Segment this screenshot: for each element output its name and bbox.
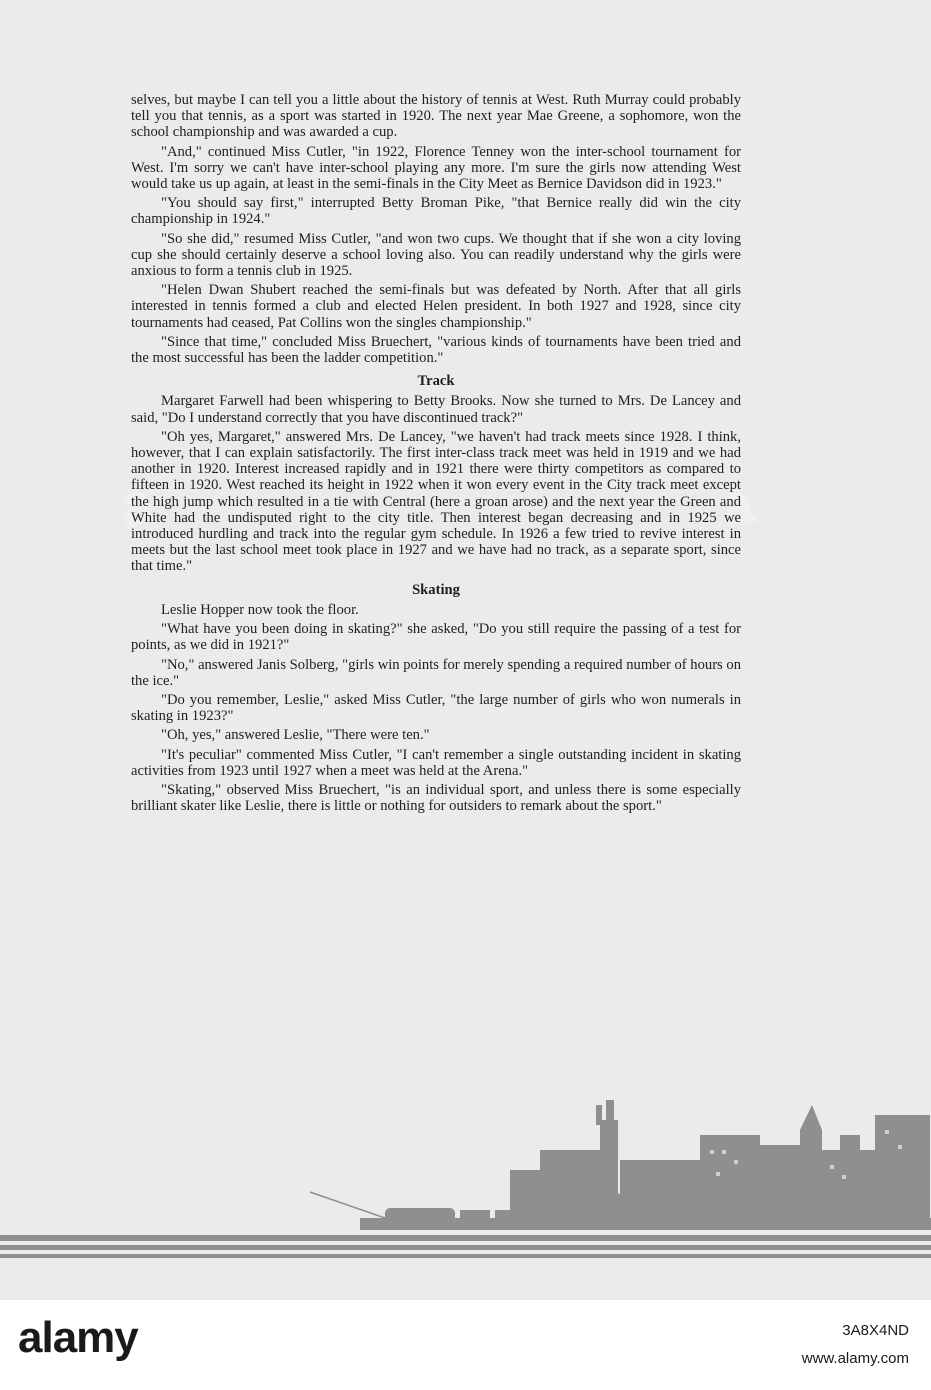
paragraph: Margaret Farwell had been whispering to Betty Brooks. Now she turned to Mrs. De Lancey and said, "Do I understand correctly that you have discontinued track?" <box>131 393 741 426</box>
paragraph: "Helen Dwan Shubert reached the semi-finals but was defeated by North. After that all girls interested in tennis formed a club and elected Helen president. In both 1927 and 1928, since city tournaments had ceased, Pat Collins won the singles championship." <box>131 282 741 331</box>
building-icon <box>820 1150 880 1225</box>
skyline-illustration-icon <box>0 1090 931 1300</box>
train-icon <box>385 1208 455 1222</box>
paragraph: "Do you remember, Leslie," asked Miss Cutler, "the large number of girls who won numerals in skating in 1923?" <box>131 691 741 725</box>
paragraph: "So she did," resumed Miss Cutler, "and won two cups. We thought that if she won a city loving cup she should certainly deserve a school loving also. You can readily understand why the girls were anxious to form a tennis club in 1925. <box>131 230 741 280</box>
paragraph: "No," answered Janis Solberg, "girls win points for merely spending a required number of hours on the ice." <box>131 656 741 689</box>
site-url: www.alamy.com <box>801 1350 909 1367</box>
section-heading-track: Track <box>417 373 455 390</box>
rule-stripe <box>0 1254 931 1258</box>
paragraph: selves, but maybe I can tell you a little about the history of tennis at West. Ruth Murray could probably tell you that tennis, as a sport was started in 1920. The next year Mae Greene, a sophomore, won the school championship and was awarded a cup. <box>131 92 741 141</box>
rule-stripe <box>0 1235 931 1241</box>
article-body <box>131 92 741 817</box>
tower-icon <box>800 1105 822 1225</box>
paragraph: "Oh yes, Margaret," answered Mrs. De Lancey, "we haven't had track meets since 1928. I think, however, that I can explain satisfactorily. The first inter-class track meet was held in 1919 and we had another in 1920. Interest increased rapidly and in 1921 there were thirty competitors as compared to fifteen in 1920. West reached its height in 1922 when it won every event in the City track meet except the high jump which resulted in a tie with Central (here a groan arose) and the next year the Green and White had the undisputed right to the city title. Then interest began decreasing and in 1925 we introduced hurdling and track into the regular gym schedule. In 1926 a few tried to revive interest in meets but the last school meet took place in 1927 and we have had no track, as a separate sport, since that time." <box>131 428 741 575</box>
watermark-footer <box>0 1300 931 1390</box>
paragraph: "Since that time," concluded Miss Bruechert, "various kinds of tournaments have been tried and the most successful has been the ladder competition." <box>131 333 741 367</box>
paragraph: "What have you been doing in skating?" she asked, "Do you still require the passing of a test for points, as we did in 1921?" <box>131 621 741 654</box>
paragraph: "And," continued Miss Cutler, "in 1922, Florence Tenney won the inter-school tournament for West. I'm sorry we can't have inter-school playing any more. I'm sure the girls now attending West would take us up again, at least in the semi-finals in the City Meet as Bernice Davidson did in 1923." <box>131 143 741 193</box>
section-heading-skating: Skating <box>412 581 460 598</box>
paragraph: "Skating," observed Miss Bruechert, "is an individual sport, and unless there is some especially brilliant skater like Leslie, there is little or nothing for outsiders to remark about the sport." <box>131 781 741 815</box>
tower-icon <box>600 1120 618 1225</box>
watermark-icon: a <box>713 468 760 541</box>
rule-stripe <box>0 1245 931 1250</box>
watermark-icon: a <box>113 468 160 541</box>
paragraph: Leslie Hopper now took the floor. <box>161 601 359 618</box>
image-id: 3A8X4ND <box>842 1322 909 1339</box>
brand-logo: alamy <box>18 1313 138 1362</box>
building-icon <box>875 1115 930 1225</box>
paragraph: "Oh, yes," answered Leslie, "There were ten." <box>161 727 430 744</box>
paragraph: "It's peculiar" commented Miss Cutler, "I can't remember a single outstanding incident in skating activities from 1923 until 1927 when a meet was held at the Arena." <box>131 746 741 779</box>
paragraph: "You should say first," interrupted Betty Broman Pike, "that Bernice really did win the city championship in 1924." <box>131 195 741 228</box>
